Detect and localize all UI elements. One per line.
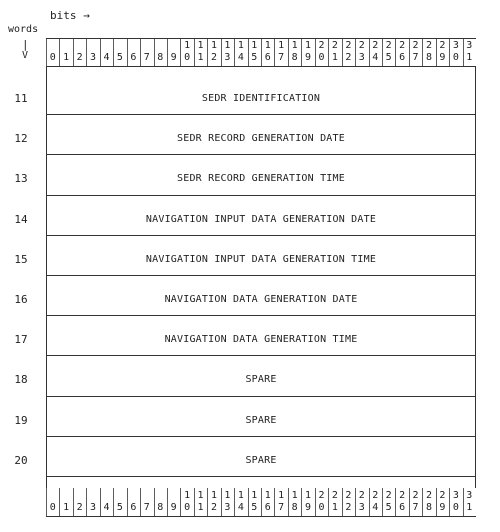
bit-tens-digit: 3 — [452, 490, 459, 501]
bit-ones-digit: 8 — [425, 52, 432, 63]
bit-ones-digit: 8 — [291, 502, 298, 513]
bit-ones-digit: 6 — [264, 502, 271, 513]
bit-ones-digit: 1 — [197, 502, 204, 513]
bit-ones-digit: 5 — [251, 502, 258, 513]
bit-ones-digit: 2 — [345, 52, 352, 63]
bit-ones-digit: 5 — [116, 502, 123, 513]
bit-ones-digit: 1 — [466, 52, 473, 63]
bit-tens-digit: 1 — [264, 490, 271, 501]
word-number: 18 — [14, 373, 28, 387]
bit-ones-digit: 5 — [385, 52, 392, 63]
bit-tens-digit: 1 — [291, 40, 298, 51]
bit-ones-digit: 4 — [372, 52, 379, 63]
bit-tens-digit: 1 — [278, 490, 285, 501]
bit-ones-digit: 3 — [90, 502, 97, 513]
field-label: SEDR RECORD GENERATION TIME — [177, 173, 345, 185]
bit-tens-digit: 1 — [237, 40, 244, 51]
bit-ones-digit: 7 — [278, 52, 285, 63]
field-label: SPARE — [245, 454, 277, 466]
words-axis-arrow-stem: | — [22, 38, 29, 51]
bit-ones-digit: 3 — [358, 52, 365, 63]
field-label: SPARE — [245, 414, 277, 426]
bit-tens-digit: 1 — [251, 490, 258, 501]
bit-tens-digit: 2 — [439, 40, 446, 51]
bit-tens-digit: 1 — [184, 490, 191, 501]
bit-ones-digit: 0 — [184, 502, 191, 513]
bit-ones-digit: 0 — [49, 502, 56, 513]
bit-tens-digit: 2 — [358, 490, 365, 501]
bit-ones-digit: 9 — [170, 52, 177, 63]
bit-ones-digit: 9 — [439, 502, 446, 513]
bit-tens-digit: 1 — [305, 490, 312, 501]
bit-tens-digit: 1 — [197, 40, 204, 51]
bit-tens-digit: 2 — [372, 490, 379, 501]
bit-ones-digit: 5 — [251, 52, 258, 63]
bit-ones-digit: 4 — [237, 52, 244, 63]
bit-ones-digit: 4 — [237, 502, 244, 513]
bit-ones-digit: 3 — [224, 52, 231, 63]
word-number: 14 — [14, 212, 28, 226]
bit-ones-digit: 6 — [130, 52, 137, 63]
word-number: 17 — [14, 333, 28, 347]
bit-ones-digit: 6 — [264, 52, 271, 63]
bit-tens-digit: 2 — [412, 40, 419, 51]
field-label: SPARE — [245, 374, 277, 386]
bit-ones-digit: 3 — [90, 52, 97, 63]
bit-tens-digit: 2 — [412, 490, 419, 501]
bit-tens-digit: 2 — [358, 40, 365, 51]
bit-tens-digit: 2 — [318, 490, 325, 501]
word-number: 15 — [14, 252, 28, 266]
bit-tens-digit: 3 — [466, 490, 473, 501]
bit-ones-digit: 9 — [305, 52, 312, 63]
bit-tens-digit: 1 — [305, 40, 312, 51]
bit-tens-digit: 1 — [210, 490, 217, 501]
bit-ones-digit: 2 — [345, 502, 352, 513]
bit-tens-digit: 2 — [345, 40, 352, 51]
bit-tens-digit: 1 — [197, 490, 204, 501]
word-number: 19 — [14, 413, 28, 427]
field-label: NAVIGATION DATA GENERATION TIME — [164, 334, 358, 346]
bit-ones-digit: 7 — [143, 52, 150, 63]
bit-ones-digit: 4 — [372, 502, 379, 513]
bit-ones-digit: 7 — [143, 502, 150, 513]
field-label: SEDR RECORD GENERATION DATE — [177, 133, 345, 145]
bit-tens-digit: 1 — [237, 490, 244, 501]
bit-ones-digit: 3 — [358, 502, 365, 513]
field-label: NAVIGATION INPUT DATA GENERATION DATE — [145, 213, 377, 225]
bit-ones-digit: 7 — [412, 52, 419, 63]
bit-tens-digit: 2 — [399, 40, 406, 51]
bit-ones-digit: 0 — [49, 52, 56, 63]
bit-tens-digit: 1 — [251, 40, 258, 51]
word-number: 12 — [14, 132, 28, 146]
bit-tens-digit: 1 — [210, 40, 217, 51]
bit-ones-digit: 8 — [425, 502, 432, 513]
bit-ones-digit: 6 — [130, 502, 137, 513]
bit-ones-digit: 2 — [210, 502, 217, 513]
bit-ones-digit: 0 — [318, 502, 325, 513]
bit-ones-digit: 2 — [76, 52, 83, 63]
bit-tens-digit: 1 — [291, 490, 298, 501]
bit-ones-digit: 7 — [278, 502, 285, 513]
bit-tens-digit: 1 — [278, 40, 285, 51]
bit-ones-digit: 9 — [305, 502, 312, 513]
bit-ones-digit: 8 — [157, 502, 164, 513]
field-label: SEDR IDENTIFICATION — [201, 93, 321, 104]
words-axis-label: words — [8, 24, 39, 35]
bit-ones-digit: 5 — [385, 502, 392, 513]
word-number: 16 — [14, 293, 28, 306]
words-axis-arrow-label: V — [22, 50, 29, 61]
word-number: 11 — [14, 92, 28, 105]
bit-tens-digit: 2 — [385, 40, 392, 51]
bit-tens-digit: 2 — [331, 490, 338, 501]
bit-tens-digit: 3 — [452, 40, 459, 51]
bit-tens-digit: 2 — [425, 490, 432, 501]
bit-tens-digit: 2 — [439, 490, 446, 501]
bit-ones-digit: 0 — [452, 52, 459, 63]
bit-tens-digit: 1 — [184, 40, 191, 51]
bit-tens-digit: 2 — [318, 40, 325, 51]
bit-ones-digit: 5 — [116, 52, 123, 63]
bit-tens-digit: 3 — [466, 40, 473, 51]
bit-ones-digit: 2 — [76, 502, 83, 513]
bit-ones-digit: 1 — [331, 52, 338, 63]
bit-ones-digit: 8 — [157, 52, 164, 63]
bit-ones-digit: 7 — [412, 502, 419, 513]
bit-tens-digit: 1 — [224, 40, 231, 51]
bit-tens-digit: 1 — [264, 40, 271, 51]
bit-ones-digit: 1 — [63, 502, 70, 513]
bit-ones-digit: 0 — [452, 502, 459, 513]
bit-tens-digit: 1 — [224, 490, 231, 501]
bit-tens-digit: 2 — [372, 40, 379, 51]
field-label: NAVIGATION INPUT DATA GENERATION TIME — [145, 253, 377, 265]
word-number: 13 — [14, 172, 28, 186]
word-number: 20 — [14, 453, 28, 467]
bit-tens-digit: 2 — [399, 490, 406, 501]
bit-ones-digit: 0 — [184, 52, 191, 63]
bit-tens-digit: 2 — [331, 40, 338, 51]
bit-tens-digit: 2 — [425, 40, 432, 51]
bit-ones-digit: 0 — [318, 52, 325, 63]
bit-tens-digit: 2 — [345, 490, 352, 501]
bit-ones-digit: 6 — [399, 502, 406, 513]
bit-tens-digit: 2 — [385, 490, 392, 501]
bit-ones-digit: 2 — [210, 52, 217, 63]
bit-ones-digit: 1 — [63, 52, 70, 63]
bit-ones-digit: 1 — [197, 52, 204, 63]
bit-ones-digit: 4 — [103, 52, 110, 63]
bit-ones-digit: 3 — [224, 502, 231, 513]
bit-ones-digit: 6 — [399, 52, 406, 63]
bit-ones-digit: 9 — [439, 52, 446, 63]
bit-ones-digit: 1 — [466, 502, 473, 513]
bit-ones-digit: 4 — [103, 502, 110, 513]
bit-ones-digit: 8 — [291, 52, 298, 63]
bit-ones-digit: 9 — [170, 502, 177, 513]
field-label: NAVIGATION DATA GENERATION DATE — [164, 294, 358, 305]
bits-axis-label: bits → — [50, 9, 90, 22]
bit-ones-digit: 1 — [331, 502, 338, 513]
